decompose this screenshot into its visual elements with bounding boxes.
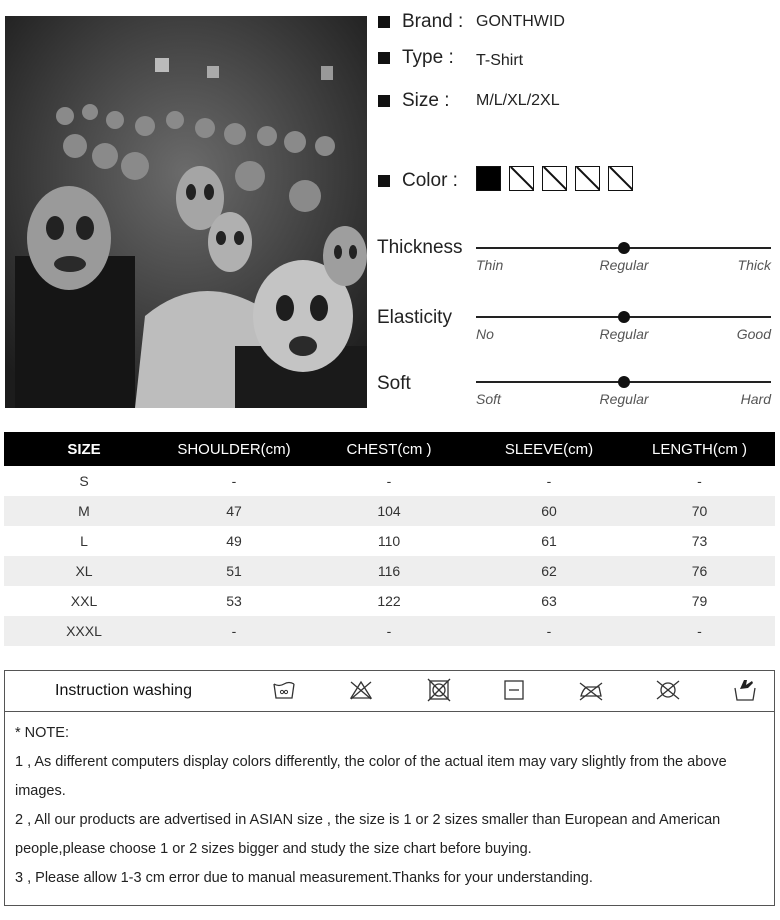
header-length: LENGTH(cm ) (624, 432, 775, 466)
do-not-dry-clean-icon (655, 677, 681, 703)
cell: - (624, 616, 775, 646)
cell: - (546, 473, 552, 489)
cell: - (231, 473, 237, 489)
cell: 70 (624, 496, 775, 526)
table-row (4, 496, 775, 526)
note-line: images. (15, 783, 66, 799)
table-row (4, 586, 775, 616)
color-swatch-empty[interactable] (542, 166, 567, 191)
cell: 116 (304, 556, 474, 586)
scale-marker (618, 242, 630, 254)
color-swatch-empty[interactable] (608, 166, 633, 191)
size-row (378, 90, 560, 112)
header-shoulder: SHOULDER(cm) (164, 432, 304, 466)
scale-high-label: Hard (740, 391, 771, 407)
cell: - (474, 616, 624, 646)
cell: 60 (474, 496, 624, 526)
soft-label: Soft (377, 373, 411, 394)
bullet-square-icon (378, 95, 390, 107)
cell: XXL (70, 593, 98, 609)
scale-low-label: Soft (476, 391, 501, 407)
thickness-scale (476, 239, 771, 279)
cell: - (386, 473, 392, 489)
header-chest: CHEST(cm ) (304, 432, 474, 466)
elasticity-scale (476, 308, 771, 348)
thickness-label: Thickness (377, 237, 463, 258)
cell: 61 (541, 533, 557, 549)
note-heading: * NOTE: (15, 725, 69, 741)
scale-high-label: Good (736, 326, 771, 342)
cell: 49 (226, 533, 242, 549)
bullet-square-icon (378, 16, 390, 28)
elasticity-label: Elasticity (377, 307, 452, 328)
do-not-bleach-icon (348, 677, 374, 703)
color-swatch-empty[interactable] (575, 166, 600, 191)
header-sleeve: SLEEVE(cm) (474, 432, 624, 466)
scale-mid-label: Regular (599, 257, 649, 273)
cell: L (80, 533, 88, 549)
cell: 73 (691, 533, 708, 549)
hand-wash-only-icon (732, 677, 758, 703)
cell: 104 (304, 496, 474, 526)
table-row (4, 556, 775, 586)
scale-high-label: Thick (737, 257, 771, 273)
color-row (378, 170, 474, 192)
cell: 76 (624, 556, 775, 586)
cell: M (4, 496, 164, 526)
type-value: T-Shirt (476, 52, 524, 69)
cell: - (164, 616, 304, 646)
brand-value: GONTHWID (476, 13, 565, 30)
cell: 62 (474, 556, 624, 586)
table-row (4, 526, 775, 556)
size-chart-table (4, 432, 775, 646)
cell: - (304, 616, 474, 646)
cell: 53 (226, 593, 242, 609)
size-label: Size : (402, 90, 450, 111)
header-size: SIZE (4, 432, 164, 466)
product-photo (5, 16, 367, 408)
scale-marker (618, 311, 630, 323)
do-not-iron-icon (578, 677, 604, 703)
soft-scale (476, 373, 771, 413)
table-row (4, 616, 775, 646)
size-table-header (4, 432, 775, 466)
care-header (5, 671, 774, 712)
color-swatches (476, 166, 633, 191)
color-swatch-black[interactable] (476, 166, 501, 191)
cell: 63 (541, 593, 557, 609)
care-notes-box (4, 670, 775, 906)
note-line: 3 , Please allow 1-3 cm error due to manual measurement.Thanks for your understanding. (15, 870, 593, 886)
bullet-square-icon (378, 52, 390, 64)
cell: 47 (164, 496, 304, 526)
cell: S (79, 473, 89, 489)
size-value: M/L/XL/2XL (476, 92, 560, 109)
note-line: 2 , All our products are advertised in ASIAN size , the size is 1 or 2 sizes smaller than European and American (15, 812, 721, 828)
cell: 122 (377, 593, 401, 609)
color-swatch-empty[interactable] (509, 166, 534, 191)
bullet-square-icon (378, 175, 390, 187)
cell: 51 (164, 556, 304, 586)
cell: 110 (377, 533, 401, 549)
cell: - (697, 473, 702, 489)
type-row (378, 47, 524, 69)
do-not-tumble-dry-icon (426, 677, 452, 703)
cell: XL (4, 556, 164, 586)
table-row (4, 466, 775, 496)
note-line: people,please choose 1 or 2 sizes bigger and study the size chart before buying. (15, 841, 532, 857)
scale-marker (618, 376, 630, 388)
scale-low-label: No (476, 326, 494, 342)
scale-mid-label: Regular (599, 391, 649, 407)
brand-row (378, 11, 565, 33)
dry-flat-icon (501, 677, 527, 703)
cell: XXXL (4, 616, 164, 646)
type-label: Type : (402, 47, 454, 68)
care-title: Instruction washing (55, 682, 192, 699)
notes-text (15, 719, 770, 893)
hand-wash-icon (271, 677, 297, 703)
scale-low-label: Thin (476, 257, 504, 273)
brand-label: Brand : (402, 11, 464, 32)
scale-mid-label: Regular (599, 326, 649, 342)
note-line: 1 , As different computers display colors differently, the color of the actual item may vary slightly from the above (15, 754, 727, 770)
cell: 79 (691, 593, 708, 609)
color-label: Color : (402, 170, 458, 191)
